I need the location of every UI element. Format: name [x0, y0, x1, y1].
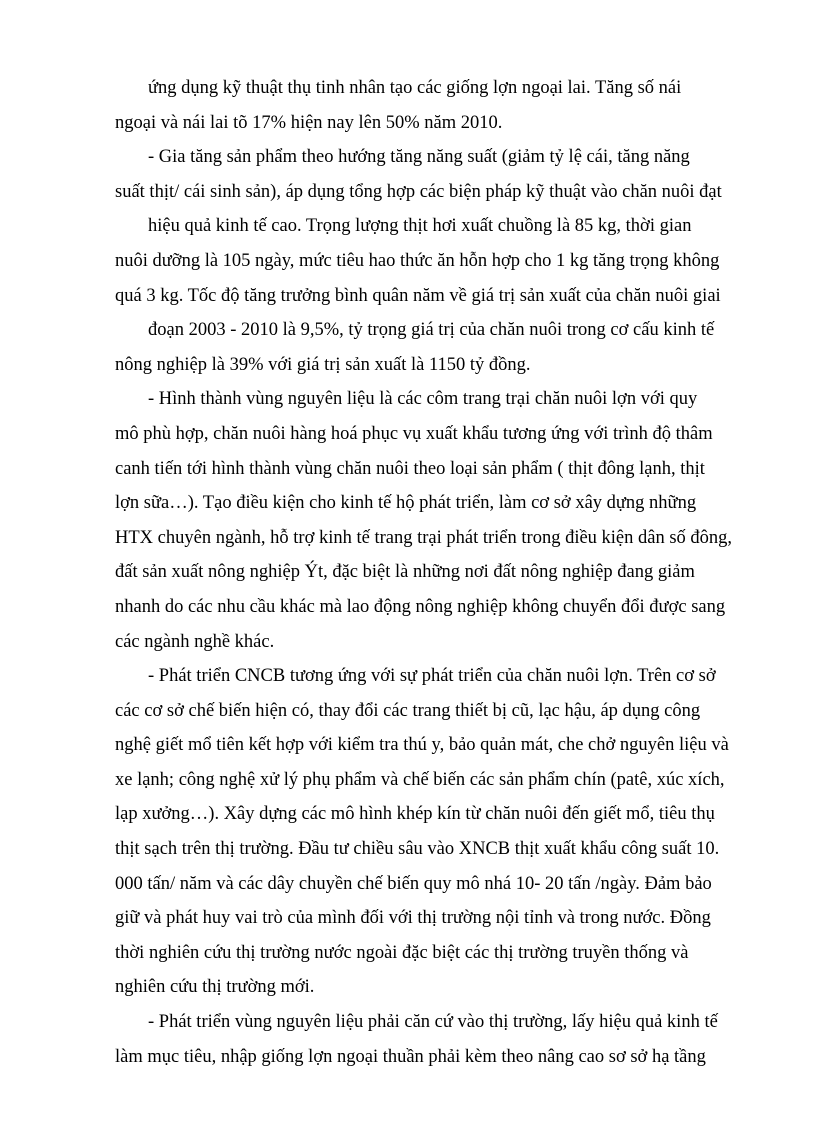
text-line: các ngành nghề khác.: [115, 631, 275, 652]
text-line: HTX chuyên ngành, hỗ trợ kinh tế trang trại phát triển trong điều kiện dân số đông,: [115, 527, 733, 548]
text-line: đất sản xuất nông nghiệp Ýt, đặc biệt là những nơi đất nông nghiệp đang giảm: [115, 562, 695, 583]
text-line: nhanh do các nhu cầu khác mà lao động nông nghiệp không chuyển đổi được sang: [115, 596, 726, 617]
text-line: nghệ giết mổ tiên kết hợp với kiểm tra thú y, bảo quản mát, che chở nguyên liệu và: [115, 735, 729, 756]
text-line: ứng dụng kỹ thuật thụ tinh nhân tạo các giống lợn ngoại lai. Tăng số nái: [148, 78, 682, 98]
text-line: quá 3 kg. Tốc độ tăng trưởng bình quân năm về giá trị sản xuất của chăn nuôi giai: [115, 285, 721, 306]
text-line: lợn sữa…). Tạo điều kiện cho kinh tế hộ phát triển, làm cơ sở xây dựng những: [115, 493, 697, 514]
text-line: 000 tấn/ năm và các dây chuyền chế biến quy mô nhá 10- 20 tấn /ngày. Đảm bảo: [115, 873, 712, 894]
text-line: đoạn 2003 - 2010 là 9,5%, tỷ trọng giá trị của chăn nuôi trong cơ cấu kinh tế: [148, 320, 715, 341]
text-line: thời nghiên cứu thị trường nước ngoài đặc biệt các thị trường truyền thống và: [115, 942, 689, 963]
text-line: nuôi dưỡng là 105 ngày, mức tiêu hao thức ăn hỗn hợp cho 1 kg tăng trọng không: [115, 250, 720, 271]
text-line: thịt sạch trên thị trường. Đầu tư chiều sâu vào XNCB thịt xuất khẩu công suất 10.: [115, 839, 720, 860]
text-line: - Phát triển CNCB tương ứng với sự phát triển của chăn nuôi lợn. Trên cơ sở: [148, 666, 716, 687]
text-line: - Phát triển vùng nguyên liệu phải căn cứ vào thị trường, lấy hiệu quả kinh tế: [148, 1012, 718, 1033]
text-line: nông nghiệp là 39% với giá trị sản xuất là 1150 tỷ đồng.: [115, 354, 531, 375]
text-line: mô phù hợp, chăn nuôi hàng hoá phục vụ xuất khẩu tương ứng với trình độ thâm: [115, 423, 713, 444]
text-line: làm mục tiêu, nhập giống lợn ngoại thuần phải kèm theo nâng cao sơ sở hạ tầng: [115, 1046, 706, 1067]
text-line: canh tiến tới hình thành vùng chăn nuôi theo loại sản phẩm ( thịt đông lạnh, thịt: [115, 458, 705, 479]
text-line: suất thịt/ cái sinh sản), áp dụng tổng hợp các biện pháp kỹ thuật vào chăn nuôi đạt: [115, 181, 722, 202]
document-body: [115, 71, 733, 1074]
text-line: hiệu quả kinh tế cao. Trọng lượng thịt hơi xuất chuồng là 85 kg, thời gian: [148, 216, 692, 237]
text-line: xe lạnh; công nghệ xử lý phụ phẩm và chế biến các sản phẩm chín (patê, xúc xích,: [115, 769, 725, 790]
text-line: - Gia tăng sản phẩm theo hướng tăng năng suất (giảm tỷ lệ cái, tăng năng: [148, 147, 690, 168]
text-line: lạp xưởng…). Xây dựng các mô hình khép kín từ chăn nuôi đến giết mổ, tiêu thụ: [115, 804, 715, 825]
text-line: nghiên cứu thị trường mới.: [115, 977, 315, 998]
text-line: ngoại và nái lai tõ 17% hiện nay lên 50% năm 2010.: [115, 112, 503, 133]
text-line: giữ và phát huy vai trò của mình đối với thị trường nội tỉnh và trong nước. Đồng: [115, 908, 711, 929]
text-line: các cơ sở chế biến hiện có, thay đổi các trang thiết bị cũ, lạc hậu, áp dụng công: [115, 700, 701, 721]
text-line: - Hình thành vùng nguyên liệu là các côm trang trại chăn nuôi lợn với quy: [148, 389, 698, 410]
